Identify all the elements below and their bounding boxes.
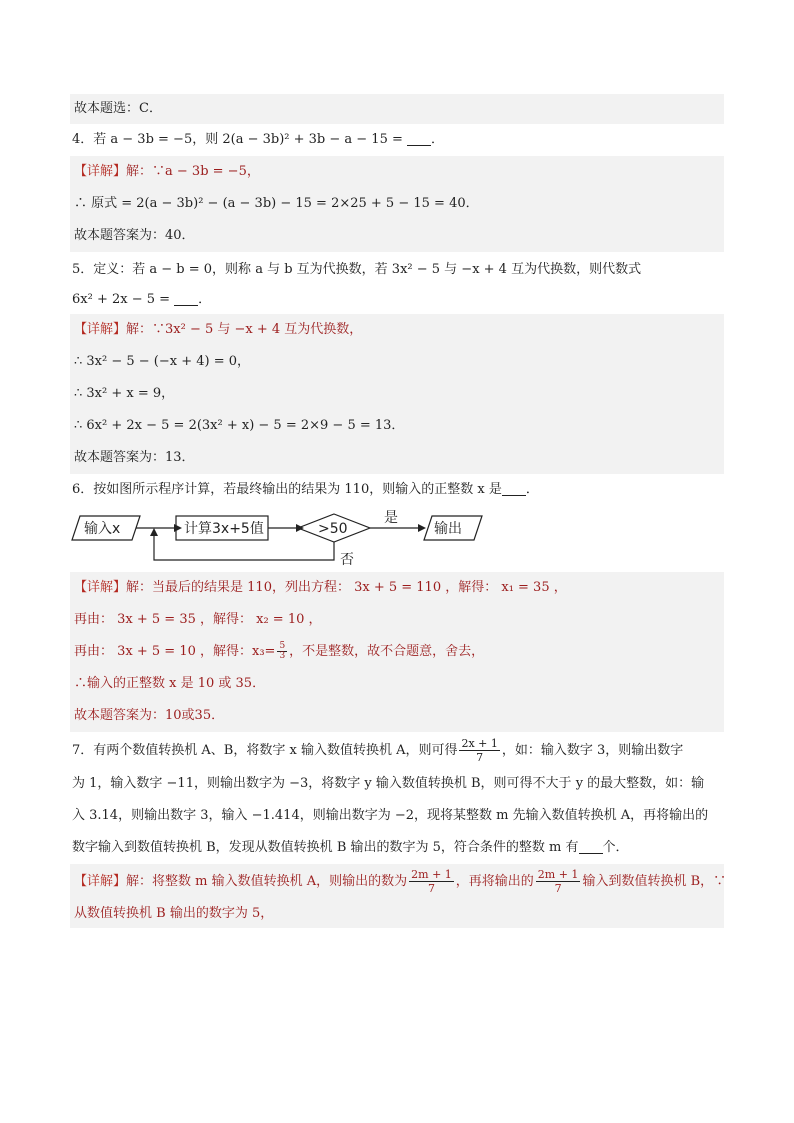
answer-blank[interactable] bbox=[407, 131, 431, 146]
q7-line-4 bbox=[72, 832, 722, 864]
question-5-line-2 bbox=[70, 286, 724, 314]
q7-fraction-e2 bbox=[536, 868, 581, 895]
q7-detail-1-text-c: 输入到数值转换机 B，∵ bbox=[582, 874, 727, 889]
q6-end: ． bbox=[525, 482, 539, 497]
q5-detail-3: ∴ 3x² + x = 9， bbox=[74, 386, 175, 401]
flow-arrowhead-1 bbox=[174, 524, 182, 532]
q4-detail-2: ∴ 原式 = 2(a − 3b)² − (a − 3b) − 15 = 2×25 + 5 − 15 = 40． bbox=[74, 196, 479, 211]
detail-tag: 【详解】 bbox=[74, 874, 127, 889]
q7-detail-1 bbox=[74, 864, 727, 900]
q6-text: 6．按如图所示程序计算，若最终输出的结果为 110，则输入的正整数 x 是 bbox=[72, 482, 502, 497]
q6-answer: 故本题答案为：10或35． bbox=[74, 708, 225, 723]
flow-condition-label: >50 bbox=[318, 521, 348, 537]
q7-detail-1-text-a: 解：将整数 m 输入数值转换机 A，则输出的数为 bbox=[126, 874, 408, 889]
q6-fraction-num: 5 bbox=[279, 641, 286, 651]
q7-line-2: 为 1，输入数字 −11，则输出数字为 −3，将数字 y 输入数值转换机 B，则可得不大于 y 的最大整数，如：输 bbox=[72, 776, 705, 791]
detail-tag: 【详解】 bbox=[74, 322, 127, 337]
q5-text-2: 6x² + 2x − 5 = bbox=[72, 292, 175, 307]
q5-answer: 故本题答案为：13． bbox=[74, 450, 195, 465]
q7-fraction-e2-num: 2m + 1 bbox=[537, 868, 579, 881]
q5-text-1: 5．定义：若 a − b = 0，则称 a 与 b 互为代换数，若 3x² − 5 与 −x + 4 互为代换数，则代数式 bbox=[72, 262, 642, 277]
flow-compute-label: 计算3x+5值 bbox=[184, 521, 264, 537]
q7-line-3: 入 3.14，则输出数字 3，输入 −1.414，则输出数字为 −2，现将某整数 m 先输入数值转换机 A，再将输出的 bbox=[72, 808, 709, 823]
q7-line-1 bbox=[72, 734, 722, 768]
q7-detail-2: 从数值转换机 B 输出的数字为 5， bbox=[74, 906, 274, 921]
q3-conclusion-text: 故本题选：C． bbox=[74, 101, 162, 116]
q6-detail-1 bbox=[74, 572, 720, 604]
q7-fraction-e1-den: 7 bbox=[427, 882, 435, 895]
q7-fraction-e2-den: 7 bbox=[554, 882, 562, 895]
q6-detail-3-text-b: ，不是整数，故不合题意，舍去， bbox=[289, 644, 485, 659]
q3-conclusion bbox=[70, 94, 724, 124]
program-flowchart bbox=[70, 506, 724, 572]
q7-detail-1-text-b: ，再将输出的 bbox=[455, 874, 534, 889]
q5-detail-2: ∴ 3x² − 5 − (−x + 4) = 0， bbox=[74, 354, 251, 369]
q6-detail-2: 再由： 3x + 5 = 35 ，解得： x₂ = 10 ， bbox=[74, 612, 322, 627]
q7-solution bbox=[70, 864, 727, 928]
answer-blank[interactable] bbox=[502, 481, 526, 496]
q6-solution bbox=[70, 572, 724, 732]
q7-fraction-e1 bbox=[409, 868, 454, 895]
flowchart-svg bbox=[70, 506, 490, 572]
q4-answer: 故本题答案为：40． bbox=[74, 228, 195, 243]
detail-tag: 【详解】 bbox=[74, 580, 127, 595]
q5-detail-4: ∴ 6x² + 2x − 5 = 2(3x² + x) − 5 = 2×9 − 5 = 13． bbox=[74, 418, 405, 433]
q4-end: ． bbox=[431, 132, 445, 147]
q6-detail-1-text: 解：当最后的结果是 110，列出方程： 3x + 5 = 110 ，解得： x₁ = 35 ， bbox=[126, 580, 567, 595]
q6-fraction bbox=[277, 642, 287, 661]
q4-detail-1 bbox=[74, 156, 720, 188]
q7-text-1a: 7．有两个数值转换机 A、B，将数字 x 输入数值转换机 A，则可得 bbox=[72, 743, 458, 758]
q7-text-4a: 数字输入到数值转换机 B，发现从数值转换机 B 输出的数字为 5，符合条件的整数 m 有 bbox=[72, 840, 579, 855]
q5-end: ． bbox=[198, 292, 212, 307]
q6-fraction-den: 3 bbox=[279, 651, 286, 661]
answer-blank[interactable] bbox=[579, 839, 603, 854]
q6-detail-3 bbox=[74, 636, 720, 668]
question-7 bbox=[70, 734, 724, 864]
q7-fraction-e1-num: 2m + 1 bbox=[411, 868, 452, 881]
flow-output-label: 输出 bbox=[434, 521, 462, 537]
q5-detail-1 bbox=[74, 314, 720, 346]
q4-text: 4．若 a − 3b = −5，则 2(a − 3b)² + 3b − a − 15 = bbox=[72, 132, 407, 147]
q4-detail-1-text: 解：∵a − 3b = −5， bbox=[126, 164, 260, 179]
q7-text-4b: 个． bbox=[602, 840, 629, 855]
flow-arrowhead-loop bbox=[150, 528, 158, 536]
flow-input-label: 输入x bbox=[84, 521, 121, 537]
q7-fraction-a-den: 7 bbox=[476, 751, 484, 764]
question-5-line-1 bbox=[70, 254, 724, 286]
q7-text-1b: ，如：输入数字 3，则输出数字 bbox=[501, 743, 684, 758]
q5-detail-1-text: 解：∵3x² − 5 与 −x + 4 互为代换数， bbox=[126, 322, 363, 337]
question-6 bbox=[70, 474, 724, 506]
flow-yes-label: 是 bbox=[384, 510, 398, 526]
flow-arrowhead-yes bbox=[418, 524, 426, 532]
answer-blank[interactable] bbox=[174, 291, 198, 306]
detail-tag: 【详解】 bbox=[74, 164, 127, 179]
q6-detail-4: ∴输入的正整数 x 是 10 或 35． bbox=[74, 676, 266, 691]
flow-no-label: 否 bbox=[340, 552, 354, 568]
q7-fraction-a-num: 2x + 1 bbox=[461, 737, 498, 750]
question-4 bbox=[70, 124, 724, 156]
q7-fraction-a bbox=[459, 737, 499, 764]
q6-detail-3-text-a: 再由： 3x + 5 = 10 ，解得：x₃= bbox=[74, 644, 276, 659]
q5-solution bbox=[70, 314, 724, 474]
document-page bbox=[70, 94, 727, 928]
q4-solution bbox=[70, 156, 724, 252]
